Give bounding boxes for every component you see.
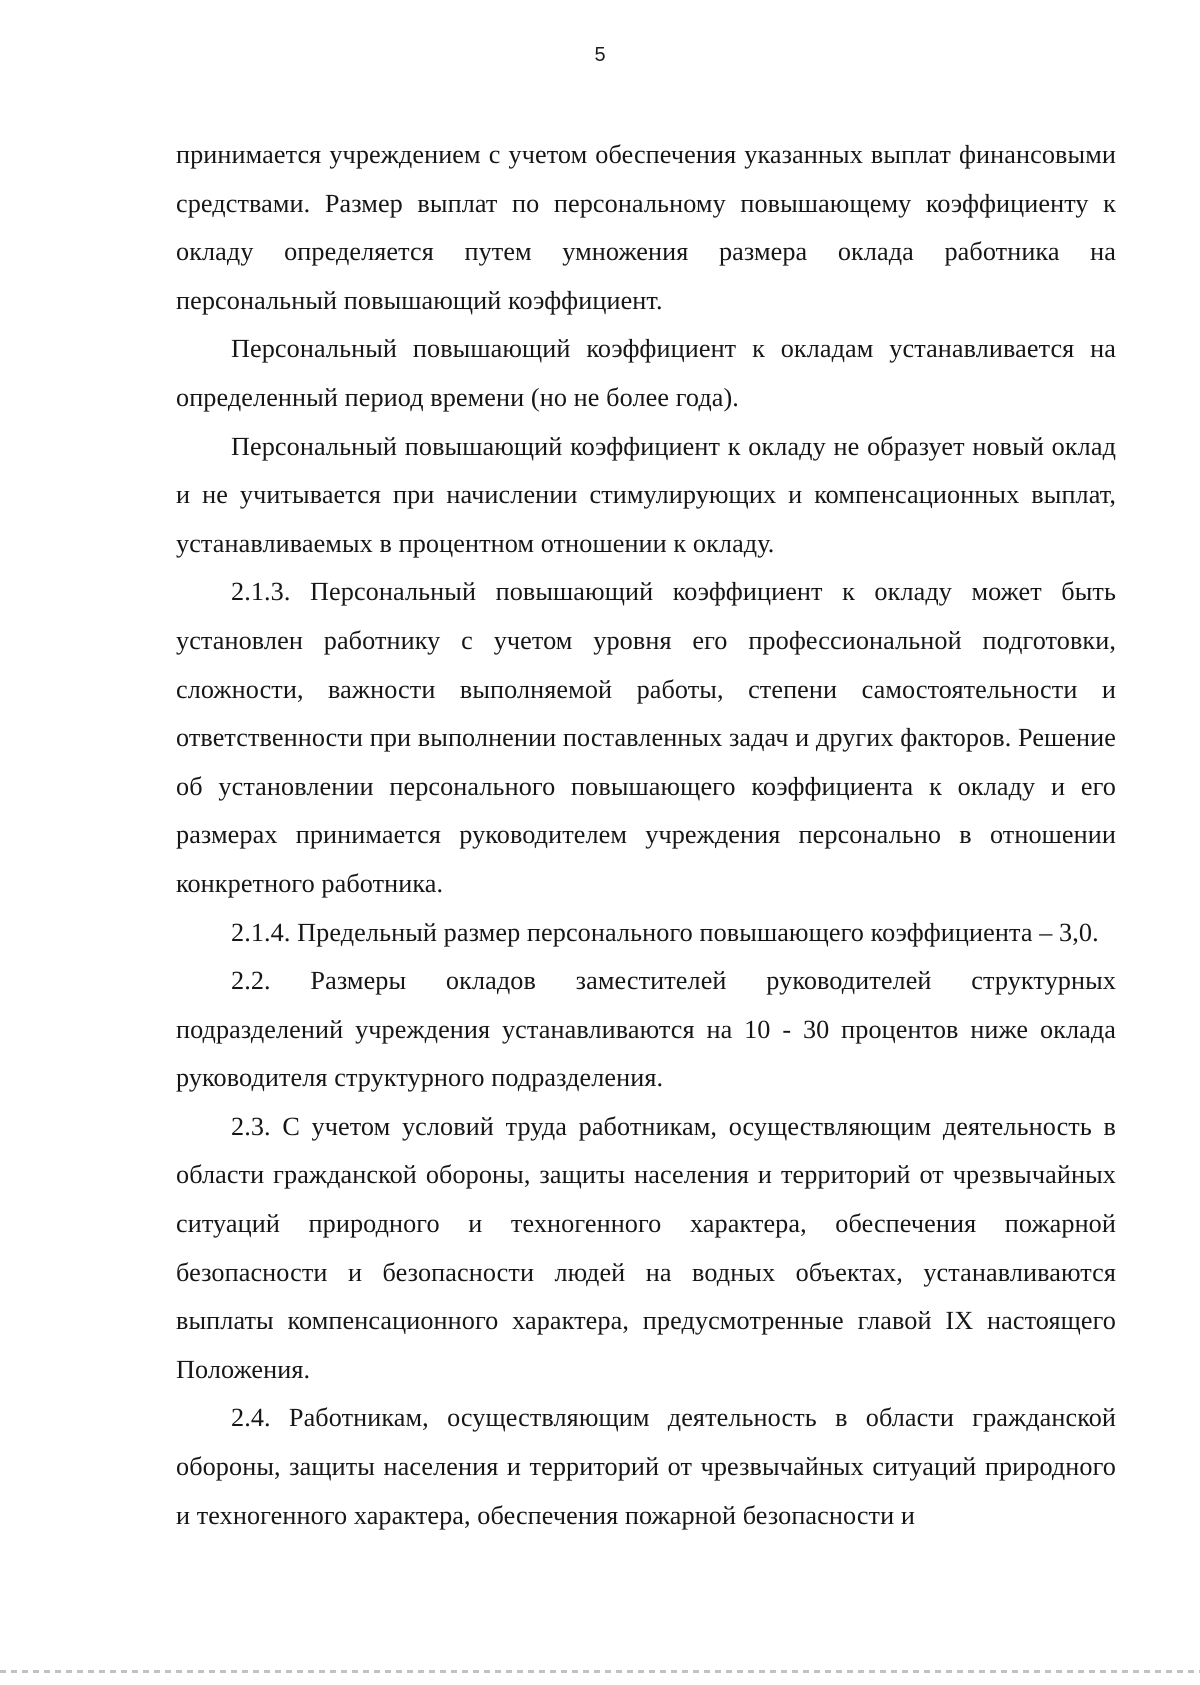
paragraph-clause-2-4: 2.4. Работникам, осуществляющим деятельность в области гражданской обороны, защиты населения и территорий от чрезвычайных ситуаций природного и техногенного характера, обеспечения пожарной безопасности и xyxy=(176,1403,1116,1530)
page-number: 5 xyxy=(594,44,606,66)
paragraph-clause-2-2: 2.2. Размеры окладов заместителей руководителей структурных подразделений учреждения устанавливаются на 10 - 30 процентов ниже оклада руководителя структурного подразделения. xyxy=(176,966,1116,1093)
paragraph-coefficient-period: Персональный повышающий коэффициент к окладам устанавливается на определенный период времени (но не более года). xyxy=(176,334,1116,412)
paragraph-coefficient-not-new-salary: Персональный повышающий коэффициент к окладу не образует новый оклад и не учитывается при начислении стимулирующих и компенсационных выплат, устанавливаемых в процентном отношении к окладу. xyxy=(176,431,1116,558)
paragraph-continuation: принимается учреждением с учетом обеспечения указанных выплат финансовыми средствами. Размер выплат по персональному повышающему коэффициенту к окладу определяется путем умножения размера оклада работника на персональный повышающий коэффициент. xyxy=(176,140,1116,315)
scan-edge-line xyxy=(0,1670,1200,1673)
paragraph-clause-2-1-3: 2.1.3. Персональный повышающий коэффициент к окладу может быть установлен работнику с учетом уровня его профессиональной подготовки, сложности, важности выполняемой работы, степени самостоятельности и ответственности при выполнении поставленных задач и других факторов. Решение об установлении персонального повышающего коэффициента к окладу и его размерах принимается руководителем учреждения персонально в отношении конкретного работника. xyxy=(176,577,1116,898)
paragraph-clause-2-1-4: 2.1.4. Предельный размер персонального повышающего коэффициента – 3,0. xyxy=(231,917,1099,947)
document-body xyxy=(176,131,1116,1540)
paragraph-clause-2-3: 2.3. С учетом условий труда работникам, осуществляющим деятельность в области гражданской обороны, защиты населения и территорий от чрезвычайных ситуаций природного и техногенного характера, обеспечения пожарной безопасности и безопасности людей на водных объектах, устанавливаются выплаты компенсационного характера, предусмотренные главой IX настоящего Положения. xyxy=(176,1111,1116,1384)
